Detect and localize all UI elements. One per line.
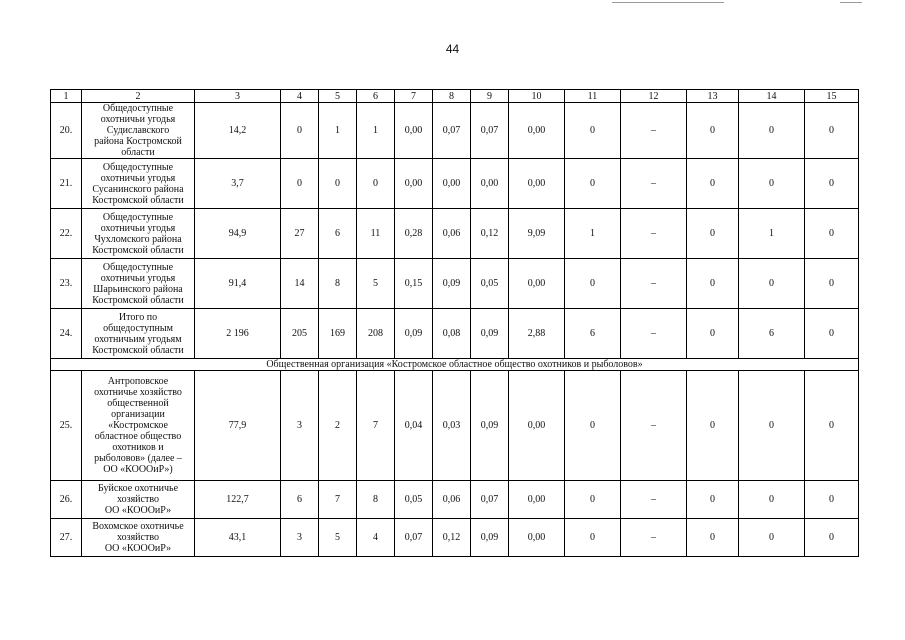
name-line: Антроповское <box>107 376 169 387</box>
value-cell-col-14: 0 <box>739 259 805 309</box>
value-cell-col-12: – <box>621 519 687 557</box>
value-cell-col-3: 77,9 <box>195 371 281 481</box>
value-cell-col-9: 0,09 <box>471 371 509 481</box>
value-cell-col-15: 0 <box>805 159 859 209</box>
value-cell-col-13: 0 <box>687 371 739 481</box>
value-cell-col-12: – <box>621 209 687 259</box>
value-cell-col-6: 5 <box>357 259 395 309</box>
value-cell-col-13: 0 <box>687 103 739 159</box>
value-cell-col-5: 2 <box>319 371 357 481</box>
name-line: Общедоступные <box>102 161 174 173</box>
column-header-4: 4 <box>281 90 319 103</box>
scan-artifact-line <box>840 2 862 3</box>
column-header-8: 8 <box>433 90 471 103</box>
hunting-ground-name <box>82 259 195 309</box>
name-line: Буйское охотничье <box>97 483 179 494</box>
name-line: Сусанинского района <box>92 183 184 195</box>
table-body <box>51 90 859 557</box>
value-cell-col-15: 0 <box>805 259 859 309</box>
value-cell-col-14: 0 <box>739 159 805 209</box>
column-header-row <box>51 90 859 103</box>
page-number: 44 <box>445 42 460 56</box>
value-cell-col-3: 122,7 <box>195 481 281 519</box>
value-cell-col-10: 0,00 <box>509 481 565 519</box>
row-number: 22. <box>51 209 82 259</box>
value-cell-col-11: 0 <box>565 259 621 309</box>
table-row <box>51 103 859 159</box>
value-cell-col-15: 0 <box>805 103 859 159</box>
value-cell-col-4: 205 <box>281 309 319 359</box>
column-header-11: 11 <box>565 90 621 103</box>
column-header-9: 9 <box>471 90 509 103</box>
value-cell-col-5: 169 <box>319 309 357 359</box>
column-header-5: 5 <box>319 90 357 103</box>
value-cell-col-15: 0 <box>805 371 859 481</box>
hunting-ground-name <box>82 371 195 481</box>
value-cell-col-5: 6 <box>319 209 357 259</box>
value-cell-col-12: – <box>621 481 687 519</box>
value-cell-col-4: 0 <box>281 103 319 159</box>
value-cell-col-7: 0,15 <box>395 259 433 309</box>
row-number: 24. <box>51 309 82 359</box>
name-line: Костромской области <box>92 344 184 356</box>
value-cell-col-9: 0,00 <box>471 159 509 209</box>
name-line: Костромской области <box>92 194 184 206</box>
value-cell-col-12: – <box>621 159 687 209</box>
name-line: «Костромское <box>108 420 168 431</box>
value-cell-col-6: 7 <box>357 371 395 481</box>
value-cell-col-7: 0,09 <box>395 309 433 359</box>
value-cell-col-14: 0 <box>739 519 805 557</box>
column-header-12: 12 <box>621 90 687 103</box>
value-cell-col-4: 3 <box>281 519 319 557</box>
value-cell-col-4: 14 <box>281 259 319 309</box>
name-line: Чухломского района <box>94 233 182 245</box>
name-line: ОО «КОООиР» <box>104 505 172 516</box>
value-cell-col-11: 0 <box>565 481 621 519</box>
value-cell-col-10: 0,00 <box>509 259 565 309</box>
section-title: Общественная организация «Костромское областное общество охотников и рыболовов» <box>51 359 859 371</box>
name-line: района Костромской <box>94 136 182 147</box>
scan-artifact-line <box>612 2 724 3</box>
section-header-row <box>51 359 859 371</box>
value-cell-col-7: 0,28 <box>395 209 433 259</box>
hunting-ground-name <box>82 103 195 159</box>
value-cell-col-6: 1 <box>357 103 395 159</box>
name-line: организации <box>111 409 165 420</box>
value-cell-col-10: 0,00 <box>509 103 565 159</box>
value-cell-col-8: 0,06 <box>433 209 471 259</box>
value-cell-col-7: 0,00 <box>395 103 433 159</box>
value-cell-col-5: 7 <box>319 481 357 519</box>
name-line: Общедоступные <box>102 103 174 114</box>
value-cell-col-10: 0,00 <box>509 519 565 557</box>
value-cell-col-14: 0 <box>739 103 805 159</box>
value-cell-col-8: 0,03 <box>433 371 471 481</box>
value-cell-col-6: 8 <box>357 481 395 519</box>
value-cell-col-4: 0 <box>281 159 319 209</box>
value-cell-col-10: 2,88 <box>509 309 565 359</box>
value-cell-col-4: 6 <box>281 481 319 519</box>
value-cell-col-12: – <box>621 259 687 309</box>
value-cell-col-13: 0 <box>687 209 739 259</box>
hunting-ground-name <box>82 159 195 209</box>
value-cell-col-3: 3,7 <box>195 159 281 209</box>
hunting-ground-name <box>82 519 195 557</box>
value-cell-col-13: 0 <box>687 481 739 519</box>
name-line: Костромской области <box>92 294 184 306</box>
column-header-10: 10 <box>509 90 565 103</box>
value-cell-col-12: – <box>621 309 687 359</box>
value-cell-col-10: 0,00 <box>509 371 565 481</box>
value-cell-col-12: – <box>621 103 687 159</box>
value-cell-col-6: 208 <box>357 309 395 359</box>
name-line: охотничьи угодья <box>100 222 176 234</box>
name-line: охотничьим угодьям <box>94 333 182 345</box>
name-line: общедоступным <box>103 322 173 334</box>
value-cell-col-3: 14,2 <box>195 103 281 159</box>
row-number: 23. <box>51 259 82 309</box>
value-cell-col-7: 0,04 <box>395 371 433 481</box>
name-line: охотничьи угодья <box>100 272 176 284</box>
value-cell-col-6: 0 <box>357 159 395 209</box>
name-line: хозяйство <box>117 532 159 543</box>
value-cell-col-14: 0 <box>739 481 805 519</box>
table-row <box>51 309 859 359</box>
value-cell-col-13: 0 <box>687 159 739 209</box>
row-number: 21. <box>51 159 82 209</box>
table-row <box>51 481 859 519</box>
name-line: общественной <box>107 398 169 409</box>
name-line: хозяйство <box>117 494 159 505</box>
value-cell-col-11: 0 <box>565 103 621 159</box>
data-table <box>50 89 859 557</box>
value-cell-col-5: 0 <box>319 159 357 209</box>
row-number: 20. <box>51 103 82 159</box>
column-header-3: 3 <box>195 90 281 103</box>
value-cell-col-14: 0 <box>739 371 805 481</box>
value-cell-col-6: 4 <box>357 519 395 557</box>
name-line: Вохомское охотничье <box>92 521 184 532</box>
value-cell-col-3: 91,4 <box>195 259 281 309</box>
value-cell-col-11: 0 <box>565 519 621 557</box>
name-line: Общедоступные <box>102 211 174 223</box>
name-line: Судиславского <box>106 125 170 136</box>
name-line: Костромской области <box>92 244 184 256</box>
name-line: области <box>121 147 155 158</box>
hunting-ground-name <box>82 209 195 259</box>
value-cell-col-9: 0,05 <box>471 259 509 309</box>
value-cell-col-10: 0,00 <box>509 159 565 209</box>
name-line: областное общество <box>94 431 182 442</box>
value-cell-col-7: 0,07 <box>395 519 433 557</box>
hunting-ground-name <box>82 309 195 359</box>
hunting-ground-name <box>82 481 195 519</box>
column-header-13: 13 <box>687 90 739 103</box>
column-header-1: 1 <box>51 90 82 103</box>
value-cell-col-6: 11 <box>357 209 395 259</box>
table-row <box>51 371 859 481</box>
value-cell-col-8: 0,09 <box>433 259 471 309</box>
name-line: Общедоступные <box>102 261 174 273</box>
name-line: охотников и <box>112 442 164 453</box>
value-cell-col-13: 0 <box>687 259 739 309</box>
value-cell-col-9: 0,12 <box>471 209 509 259</box>
value-cell-col-15: 0 <box>805 209 859 259</box>
value-cell-col-9: 0,09 <box>471 309 509 359</box>
column-header-2: 2 <box>82 90 195 103</box>
value-cell-col-5: 8 <box>319 259 357 309</box>
name-line: рыболовов» (далее – <box>94 453 182 464</box>
value-cell-col-8: 0,07 <box>433 103 471 159</box>
value-cell-col-15: 0 <box>805 519 859 557</box>
name-line: Итого по <box>118 311 158 323</box>
value-cell-col-14: 1 <box>739 209 805 259</box>
row-number: 27. <box>51 519 82 557</box>
name-line: охотничье хозяйство <box>94 387 182 398</box>
value-cell-col-11: 0 <box>565 371 621 481</box>
value-cell-col-11: 6 <box>565 309 621 359</box>
name-line: охотничьи угодья <box>100 114 176 125</box>
table-row <box>51 259 859 309</box>
column-header-6: 6 <box>357 90 395 103</box>
value-cell-col-9: 0,07 <box>471 103 509 159</box>
value-cell-col-9: 0,07 <box>471 481 509 519</box>
name-line: Шарьинского района <box>93 283 183 295</box>
value-cell-col-15: 0 <box>805 309 859 359</box>
value-cell-col-3: 2 196 <box>195 309 281 359</box>
name-line: охотничьи угодья <box>100 172 176 184</box>
value-cell-col-3: 94,9 <box>195 209 281 259</box>
value-cell-col-5: 1 <box>319 103 357 159</box>
value-cell-col-7: 0,05 <box>395 481 433 519</box>
value-cell-col-4: 3 <box>281 371 319 481</box>
value-cell-col-8: 0,00 <box>433 159 471 209</box>
column-header-7: 7 <box>395 90 433 103</box>
value-cell-col-8: 0,08 <box>433 309 471 359</box>
value-cell-col-14: 6 <box>739 309 805 359</box>
row-number: 25. <box>51 371 82 481</box>
value-cell-col-13: 0 <box>687 519 739 557</box>
value-cell-col-9: 0,09 <box>471 519 509 557</box>
name-line: ОО «КОООиР» <box>104 543 172 554</box>
table-row <box>51 209 859 259</box>
value-cell-col-8: 0,06 <box>433 481 471 519</box>
value-cell-col-4: 27 <box>281 209 319 259</box>
value-cell-col-10: 9,09 <box>509 209 565 259</box>
name-line: ОО «КОООиР») <box>103 464 173 475</box>
table-row <box>51 159 859 209</box>
value-cell-col-12: – <box>621 371 687 481</box>
value-cell-col-8: 0,12 <box>433 519 471 557</box>
table-row <box>51 519 859 557</box>
value-cell-col-7: 0,00 <box>395 159 433 209</box>
row-number: 26. <box>51 481 82 519</box>
value-cell-col-3: 43,1 <box>195 519 281 557</box>
column-header-14: 14 <box>739 90 805 103</box>
value-cell-col-11: 0 <box>565 159 621 209</box>
value-cell-col-11: 1 <box>565 209 621 259</box>
value-cell-col-13: 0 <box>687 309 739 359</box>
column-header-15: 15 <box>805 90 859 103</box>
value-cell-col-15: 0 <box>805 481 859 519</box>
value-cell-col-5: 5 <box>319 519 357 557</box>
